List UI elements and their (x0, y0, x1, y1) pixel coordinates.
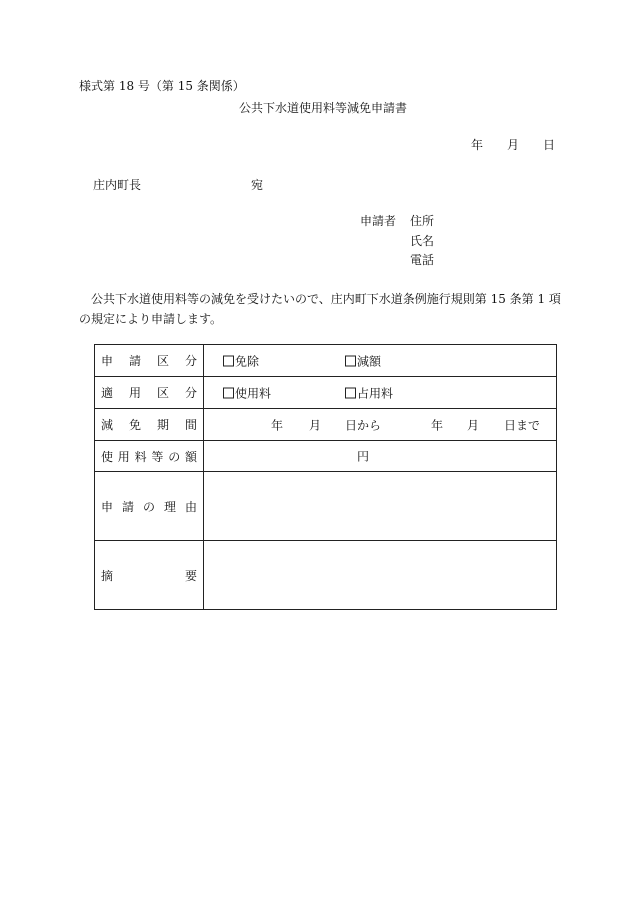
checkbox-icon[interactable] (345, 355, 356, 366)
label-char: 減 (101, 418, 114, 432)
cell-application-type (204, 345, 557, 377)
option-exemption-label: 免除 (235, 354, 260, 368)
applicant-phone-label: 電話 (410, 253, 435, 267)
label-char: 分 (184, 386, 197, 400)
table-row-exemption-period (95, 409, 557, 441)
label-char: 由 (184, 499, 197, 514)
document-title: 公共下水道使用料等減免申請書 (239, 101, 408, 115)
from-year-label: 年 (271, 418, 284, 432)
table-row-fee-type (95, 377, 557, 409)
table-row-reason (95, 472, 557, 541)
date-year-label: 年 (471, 138, 484, 152)
option-exemption[interactable] (223, 352, 259, 369)
body-text-line-2: の規定により申請します。 (79, 312, 223, 326)
applicant-name-label: 氏名 (410, 234, 435, 248)
checkbox-icon[interactable] (223, 387, 234, 398)
table-row-application-type (95, 345, 557, 377)
to-year-label: 年 (431, 418, 444, 432)
label-char: 申 (101, 354, 114, 368)
checkbox-icon[interactable] (345, 387, 356, 398)
applicant-address-label: 住所 (410, 214, 435, 228)
label-char: 等 (151, 449, 164, 464)
label-char: 免 (128, 418, 141, 432)
label-char: 料 (134, 449, 147, 464)
label-fee-type (95, 377, 204, 409)
option-usage-fee-label: 使用料 (235, 386, 272, 400)
cell-reason[interactable] (204, 472, 557, 541)
table-row-fee-amount (95, 441, 557, 472)
label-fee-amount (95, 441, 204, 472)
label-char: の (168, 449, 181, 464)
table-row-remarks (95, 541, 557, 610)
option-reduction-label: 減額 (357, 354, 382, 368)
option-occupancy-fee[interactable] (345, 384, 393, 401)
application-table (94, 344, 557, 610)
label-char: 用 (117, 449, 130, 464)
checkbox-icon[interactable] (223, 355, 234, 366)
addressee-honorific: 宛 (251, 178, 264, 192)
cell-fee-amount[interactable] (204, 441, 557, 472)
label-char: 要 (184, 568, 197, 583)
cell-exemption-period[interactable] (204, 409, 557, 441)
yen-unit-label: 円 (357, 449, 370, 464)
label-char: 区 (156, 354, 169, 368)
cell-fee-type (204, 377, 557, 409)
to-day-label: 日まで (504, 418, 541, 432)
label-reason (95, 472, 204, 541)
to-month-label: 月 (467, 418, 480, 432)
option-occupancy-fee-label: 占用料 (357, 386, 394, 400)
label-char: 額 (184, 449, 197, 464)
label-char: 分 (184, 354, 197, 368)
label-char: 間 (184, 418, 197, 432)
label-char: 摘 (101, 568, 114, 583)
addressee-name: 庄内町長 (93, 178, 142, 192)
label-char: 期 (156, 418, 169, 432)
date-day-label: 日 (543, 138, 556, 152)
form-number: 様式第 18 号（第 15 条関係） (79, 79, 245, 93)
option-usage-fee[interactable] (223, 384, 271, 401)
label-char: 用 (128, 386, 141, 400)
option-reduction[interactable] (345, 352, 381, 369)
label-char: 理 (163, 499, 176, 514)
cell-remarks[interactable] (204, 541, 557, 610)
body-text-line-1: 公共下水道使用料等の減免を受けたいので、庄内町下水道条例施行規則第 15 条第 1 項 (91, 292, 561, 306)
applicant-label: 申請者 (360, 214, 397, 228)
from-month-label: 月 (309, 418, 322, 432)
label-char: 適 (101, 386, 114, 400)
date-month-label: 月 (507, 138, 520, 152)
label-char: の (142, 499, 155, 514)
label-application-type (95, 345, 204, 377)
from-day-label: 日から (345, 418, 382, 432)
label-char: 請 (128, 354, 141, 368)
label-char: 申 (101, 499, 114, 514)
label-remarks (95, 541, 204, 610)
label-char: 使 (101, 449, 114, 464)
label-exemption-period (95, 409, 204, 441)
label-char: 請 (121, 499, 134, 514)
label-char: 区 (156, 386, 169, 400)
